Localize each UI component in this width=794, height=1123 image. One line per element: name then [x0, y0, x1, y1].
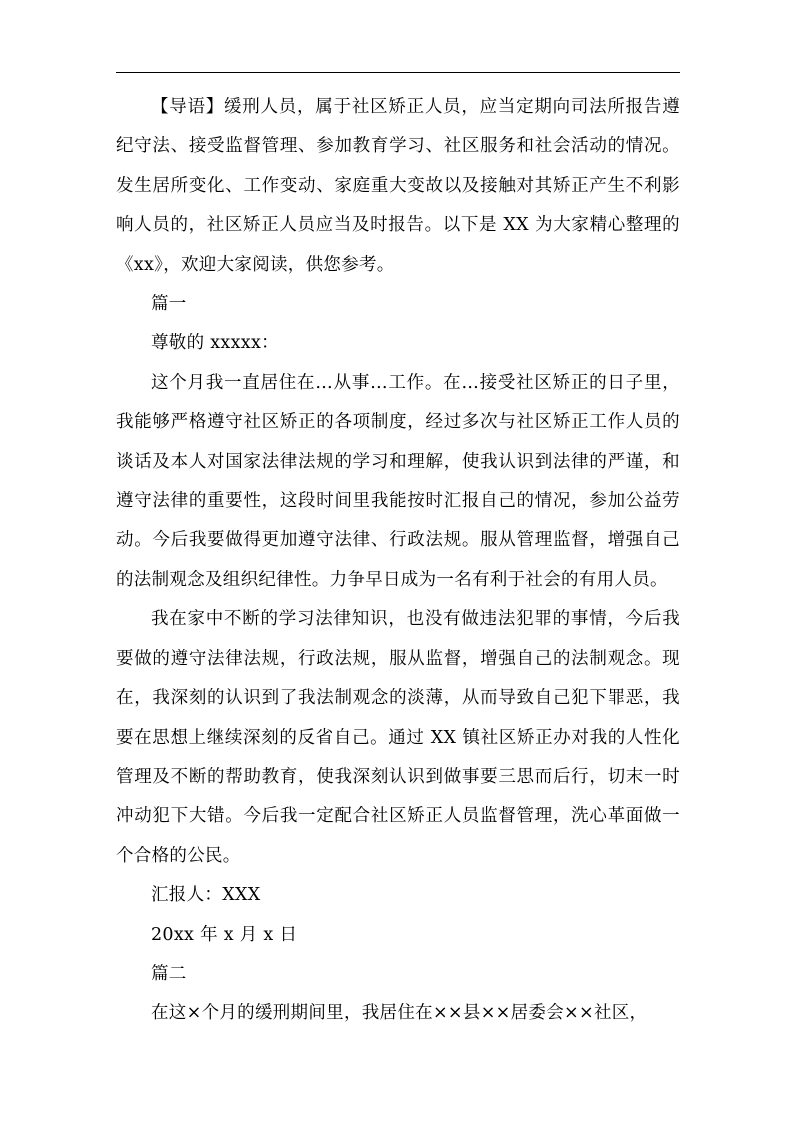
- salutation: 尊敬的 xxxxx：: [151, 333, 279, 354]
- intro-paragraph: 【导语】缓刑人员，属于社区矫正人员，应当定期向司法所报告遵纪守法、接受监督管理、参加教育学习、社区服务和社会活动的情况。发生居所变化、工作变动、家庭重大变故以及接触对其矫正产生不利影响人员的，社区矫正人员应当及时报告。以下是 XX 为大家精心整理的《xx》，欢迎大家阅读，供您参考。: [116, 97, 680, 275]
- header-rule: [116, 72, 680, 73]
- section-title-1: 篇一: [151, 294, 187, 315]
- section-title-2: 篇二: [151, 963, 187, 984]
- report-date: 20xx 年 x 月 x 日: [151, 924, 298, 945]
- body-paragraph-1: 这个月我一直居住在…从事…工作。在…接受社区矫正的日子里，我能够严格遵守社区矫正的各项制度，经过多次与社区矫正工作人员的谈话及本人对国家法律法规的学习和理解，使我认识到法律的严谨，和遵守法律的重要性，这段时间里我能按时汇报自己的情况，参加公益劳动。今后我要做得更加遵守法律、行政法规。服从管理监督，增强自己的法制观念及组织纪律性。力争早日成为一名有利于社会的有用人员。: [116, 372, 680, 590]
- body-paragraph-2: 我在家中不断的学习法律知识，也没有做违法犯罪的事情，今后我要做的遵守法律法规，行政法规，服从监督，增强自己的法制观念。现在，我深刻的认识到了我法制观念的淡薄，从而导致自己犯下罪恶，我要在思想上继续深刻的反省自己。通过 XX 镇社区矫正办对我的人性化管理及不断的帮助教育，使我深刻认识到做事要三思而后行，切末一时冲动犯下大错。今后我一定配合社区矫正人员监督管理，洗心革面做一个合格的公民。: [116, 609, 680, 866]
- body-paragraph-3: 在这×个月的缓刑期间里，我居住在××县××居委会××社区，: [151, 1003, 648, 1024]
- reporter-signature: 汇报人：XXX: [151, 885, 261, 906]
- document-body: [116, 88, 680, 1034]
